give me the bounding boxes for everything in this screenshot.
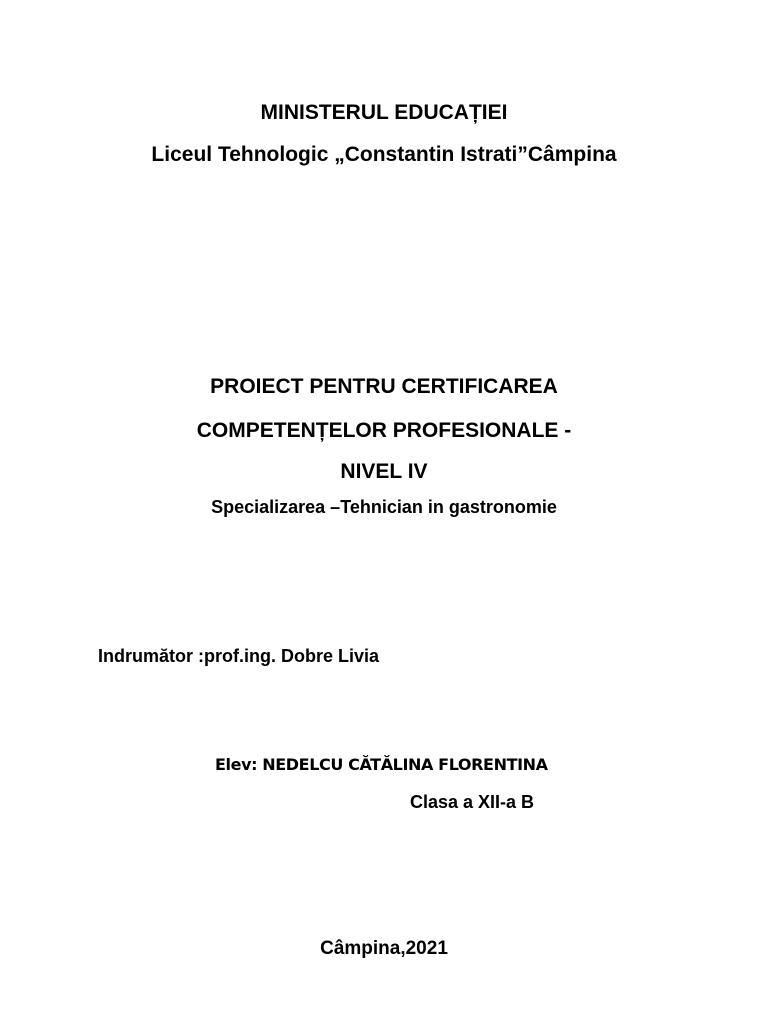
project-title-line-2: COMPETENȚELOR PROFESIONALE - xyxy=(196,419,572,442)
class-label: Clasa a XII-a B xyxy=(410,792,535,812)
school-name: Liceul Tehnologic „Constantin Istrati”Câmpina xyxy=(151,143,617,166)
project-title-line-1: PROIECT PENTRU CERTIFICAREA xyxy=(210,375,558,398)
student-label: Elev: NEDELCU CĂTĂLINA FLORENTINA xyxy=(215,755,548,774)
place-year-label: Câmpina,2021 xyxy=(320,938,448,959)
ministry-heading: MINISTERUL EDUCAȚIEI xyxy=(260,101,508,124)
project-title-line-3: NIVEL IV xyxy=(340,460,428,483)
coordinator-label: Indrumător :prof.ing. Dobre Livia xyxy=(98,646,380,666)
specialization-label: Specializarea –Tehnician in gastronomie xyxy=(211,497,557,517)
